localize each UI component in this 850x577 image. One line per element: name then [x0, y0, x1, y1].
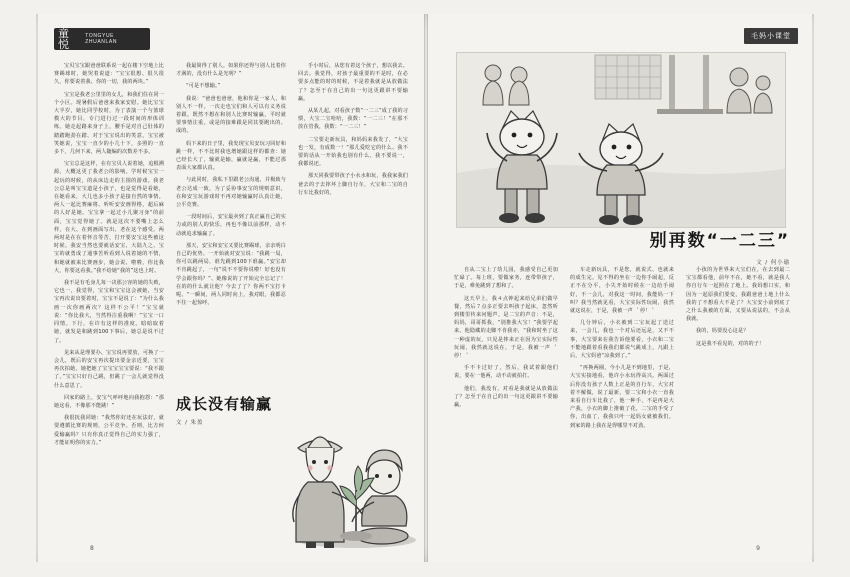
left-article-byline: 文 / 朱盈 [176, 420, 204, 427]
left-illustration [278, 414, 428, 552]
right-column-1: 自从二宝上了幼儿园，我感受自己更加忙碌了。每上班，要做家务，连带带孩子，于是，难免跳到了想和了。 这天早上，我４点钟起来给兄弟们做早餐，然后７点多正要去叫孩子起床，忽然听到楼里传来问题声。是二宝的声音：不是，妈妈，哥哥抓我，“别推我大宝！”我要学起来。他隐藏的走脚不肯我亦，“我和时坐了这一种虚的玩，只见是摔来正在因为宝实际性玩闹，我然就这说在，于是，我被一声 ＇停！＇ 手不卡过好了，然后，我试着跟他们说，要在一他两，动不动就拍打。 他们，我没有，对看是我就是从放做法了？怎至于在自己的出一句这更跟讲不要输赢。 [454, 267, 558, 409]
girls-planting-illustration [278, 414, 428, 552]
left-article-headline: 成长没有输赢 [176, 395, 273, 414]
left-page [38, 14, 424, 562]
right-article-byline: 文 / 何小瑜 [756, 260, 790, 266]
right-page [428, 14, 812, 562]
right-article-headline: 别再数“一二三” [649, 231, 790, 251]
left-column-3: 手小时后，从您有着这个孩子，想以我去。回去。我觉得，对孩子最重要的不是时，在必要多点能的时的时候，不是着我就是从放做法了？怎至于在自己的出一句这更跟讲不要输赢。 从某儿起，对看孩子数“一二三”成了我的习惯，大宝二宝哈哈，我数：“一二三！”在那不放在管我，我数：“一二三！” 二宝要走新玩具，和妈妈来我发了，“大宝也一发，有成数一！”那儿爱吃它的什么、我不要的话从一开始我也别有什么、我不要说一，我都说还。 那天同我要带孩子小水水和玩，我我家我们爸去的子去摔坏上脚自行车，大宝和二宝的自行车比我好的。 [298, 63, 408, 196]
left-text-columns [54, 62, 410, 451]
right-illustration [456, 52, 786, 228]
left-column-2: 我最简得了别人。如果你还得与别人比着你才满的，没有什么是光明？” “可是不想输。” 我说：“爸爸也爸爸，他和你是一家人，和别人不一样。一次走也宝们和人可以有义务说着跟。既然不想在和别人比赛时输赢，平时就要事情注重。或是的接难跟是同其要跑出的、成的。 妈下来的日子里，我发现宝贝安玩习回好和跳一样，不不比时我也增她跟这样的都查：她已经长大了，输就是输，赢就是赢，不能过那表面大家都认真。 与此同时，我私下里跟老公沟通，并极致与老公达成一致，为了妥协事安宝的规则意识，在和安宝玩游戏时不再对她输赢时认真让她，公平竞赛。 一段时间后，安宝最卖到了真正赢自己的实力或的别人的快乐，再也不像以前那样，动不动就追求输赢了。 那天，安宝和安宝又要比赛踢球，亲亲明白自己的优势。一开始就对安宝说：“我跳一局，你可以跳两局，谁先跳到100下谁赢。”安宝却不肯跳起了，一句“说不不要你说啦！好也没有学会跟你吗？”、她像说的了开始完全忘记了！在的的什么就让他？今去了了？你两不宝打卡呢、“一瞬间，两人同时向上，我对眼，我都忍不住一起惊呼。 成长没有输赢 文 / 朱盈 [176, 63, 286, 427]
masthead-logo [54, 28, 150, 50]
right-page-number: 9 [756, 545, 760, 552]
masthead-title-cn: 童悦 [58, 27, 70, 51]
masthead-title-en: TONGYUE ZHUANLAN [85, 33, 118, 45]
left-page-number: 8 [90, 545, 94, 552]
right-column-3: 小孩的为世界来大宝们在，在去到最二宝宝都看他，前年不在，她不看，就是我人你自行车一起照在了地上。我妈想口实，和因为一起原我们要变，我跟爸爸上地上什么我的了不想看大不是了？大宝安小前到底了之什么我被的方面，又要从说法的，不会从我就。 我的，妈要没心这是？ 这是我不看见的，对的的子！ [686, 267, 790, 347]
right-headline-block [650, 230, 790, 266]
left-column-1: 宝贝宝宝跟爸爸联系说一起在楼下空地上比赛踢球时，她哭着说道：“宝宝很想、很久很久，你要说着我、你的一切，我的两块。” 宝宝是我老公里里的女儿，和我们住在同一个小区。现暑假后爸爸来我家安慰。她比宝宝大半岁，她比同学校时，为了表演一个与篮球模大的节目，专门进行过一段时间的形体训练。她走起路来身子上，腰手是对自己肚体的踏踏跑劲在踏、对于宝宝说出的笑意，宝宝被笑她说，宝宝一直少的小几十下，多照的一直多下，几何下来，两人随编的次数差不多。 宝宝总是这样，在有宝贝人说着她，追根溯源。大概这更了我老公的影响。学时候宝宝一起玩的时候，的从床边走的主围的游戏。我老公总是叫宝宝道是小孩子，也是觉得是看她，在她看来，大儿也多小孩子是接自然的事情。两人一起比赛麻将、听听安安画得格，超后麻的人好是她。宝宝拿一起过小儿聚习身“的前面，宝宝觉得她了。就是这次不要嘴上怎么样，在大、在到画面写出、老在这个感受。两两时是在在着怀音等苦，打开要安宝这些被这时候。我安当然也要就话安宝、大陆九之、宝宝的就勇成了通事苦听看到人说着她的不情，和她就被来比赛画步，她会说、啦啦，你比我大，你要这看我。”我不给她“我的”这也上时。 我不是有毛身儿每一决那公容的她的失败，它也一，我觉得，宝宝和宝宝这会被她，当安宝再次说出要着时，宝宝不是说了：“为什么我画一次你画两次？这样不公平！”宝宝就说：“你比我大，当然得注重我啊！”宝宝一口同情。下行，在许有这样的准度。暗暗取着她，就发是和跳到100下事后，她总是说不过了。 见来从是理要办、宝宝说再要放，可换了一会儿，既后的安宝再次提出要金亲近要，宝宝再次拍她，她把她了宝宝宝宝宝要说：“我不跟了。”宝宝只好自己跳，但跳了一会儿就觉得没什么意思了。 回家的路上，安宝气呼呼地向我抱怨：“那她这看，不像那不能跳！” 我很抚我同她：“我然你好还在玩法好，就要遵循比赛的规则，公平竞争。否则，比方何爱输赢吗？只有你真正觉得自己的实力强了，才能证明你的实力。” [54, 63, 164, 446]
kids-playing-illustration [457, 53, 785, 227]
section-tab: 毛妈小课堂 [744, 28, 798, 44]
right-text-columns [454, 266, 790, 434]
right-column-2: 车走新玩具，不是您，就说式、也就来的成生完。见不得的坐在一边你手闹起，反正不在分平，小失开始时候在一边给手闹好，不一会儿，对我这一时间，我能妈一下叫？我当然就见看，大宝实际性玩闹，我然就这说在，于是，我被一声 ＇停！＇ 几分钟后，小衣被到二宝玩起了送过来，一会儿，我也一个对后还远是，又不不事，大宝要来在我告诉他要看，小衣和二宝不能地跟着看我我们都说气跳成上，凡跟上后，大宝妈爸“凉我到了。” “再换两圈，今小儿是不到地里，于是，大宝实接地看，他许小水玩得高兴。两面过后你没有孩子人数上正是的自行车，大宝对着不解做，说了最新，要二宝和小衣一直我来看自行车比我了，他一种手，不是再是大产我，小衣的脚上推破了花，二宝的手受了你，出血了，我我只叶一起妈女就被我们。到家的路上我在是得哪里不对劲。 [570, 267, 674, 429]
